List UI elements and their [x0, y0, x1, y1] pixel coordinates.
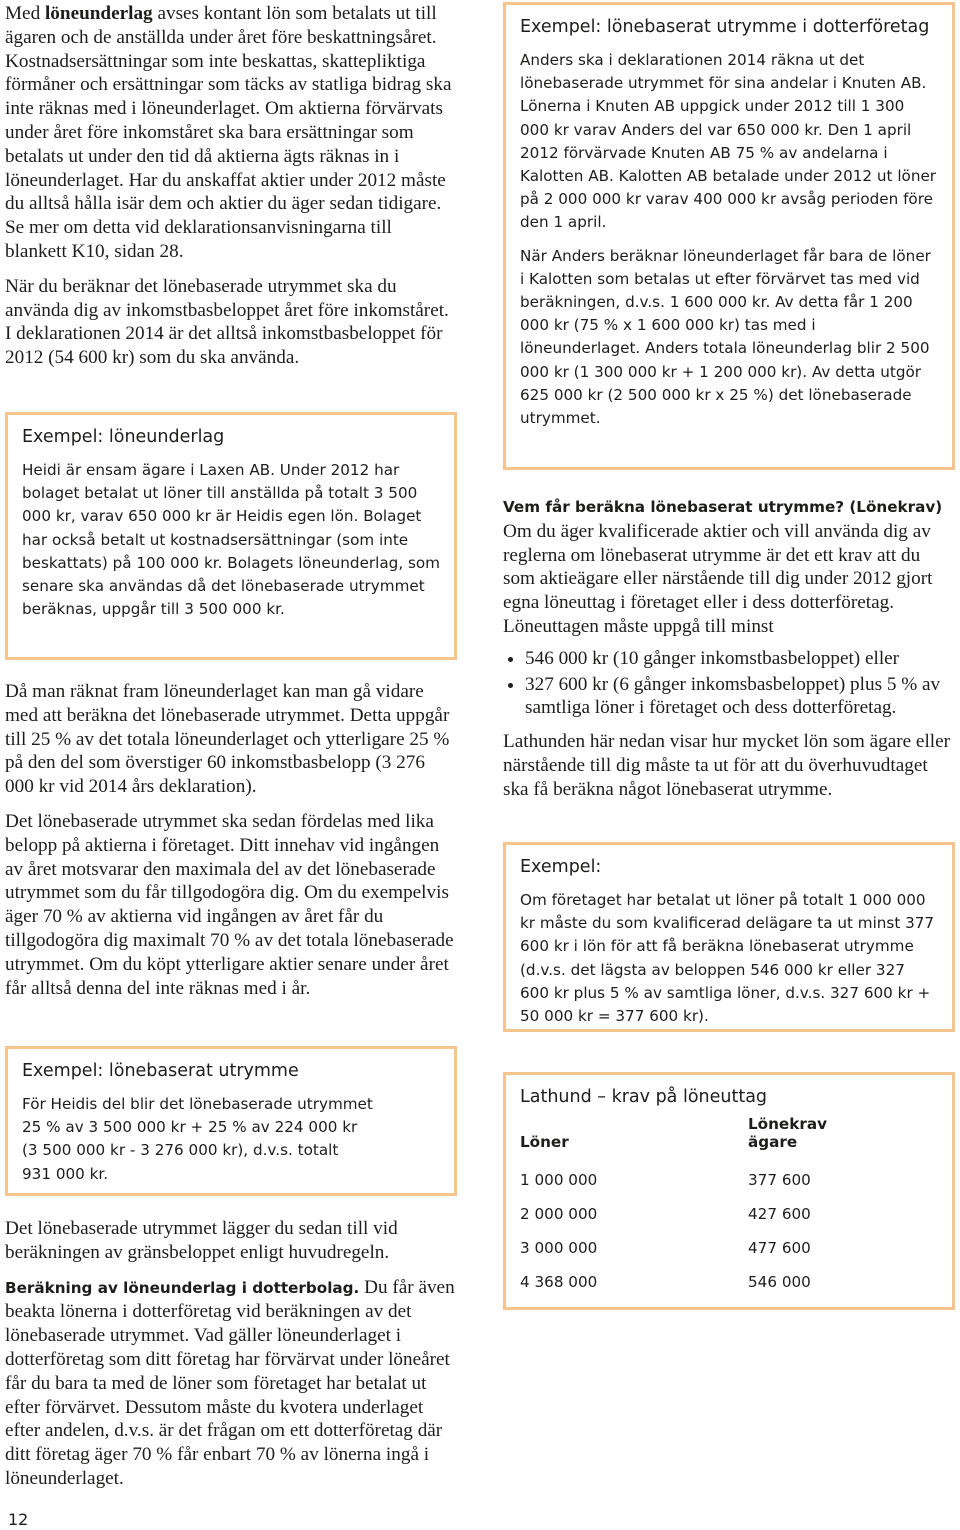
lathund-table [520, 1115, 827, 1299]
page-number: 12 [8, 1510, 29, 1529]
term-loneunderlag: löneunderlag [44, 3, 153, 24]
example-dotterforetag-title: Exempel: lönebaserat utrymme i dotterföretag [520, 17, 930, 37]
lonekrav-bullet-2: • 327 600 kr (6 gånger inkomsbasbeloppet) plus 5 % av samtliga löner i företaget och dess dotterföretag. [525, 673, 955, 721]
dotterbolag-text: Du får även beakta lönerna i dotterföretag vid beräkningen av det lönebaserade utrymmet. Vad gäller löneunderlaget i dotterföretag som ditt företag har förvärvat under löneåret får du bara ta med de löner som företaget har betalat ut efter förvärvet. Dessutom måste du kvotera underlaget efter andelen, d.v.s. är det frågan om ett dotterföretag där ditt företag äger 70 % får enbart 70 % av lönerna ingå i löneunderlaget. [5, 1276, 455, 1489]
lathund-col-lonekrav-line1: Lönekrav [748, 1115, 827, 1133]
inkomstbasbelopp-paragraph: När du beräknar det lönebaserade utrymmet ska du använda dig av inkomstbasbeloppet året före inkomståret. I deklarationen 2014 är det alltså inkomstbasbeloppet för 2012 (54 600 kr) som du ska använda. [5, 275, 449, 369]
distribution-paragraph: Det lönebaserade utrymmet ska sedan fördelas med lika belopp på aktierna i företaget. Ditt innehav vid ingången av året motsvarar den maximala del av det lönebaserade utrymmet som du får tillgodogöra dig. Om du exempelvis äger 70 % av aktierna vid ingången av året får du tillgodogöra dig maximalt 70 % av det totala lönebaserade utrymmet. Om du köpt ytterligare aktier senare under året får alltså denna del inte räknas med i år. [5, 810, 454, 999]
lathund-cell-loner: 2 000 000 [520, 1205, 598, 1223]
table-row [520, 1231, 827, 1265]
calc-paragraph: Då man räknat fram löneunderlaget kan man gå vidare med att beräkna det lönebaserade utrymmet. Detta uppgår till 25 % av det totala löneunderlaget och ytterligare 25 % på den del som överstiger 60 inkomstbasbelopp (3 276 000 kr vid 2014 års deklaration). [5, 681, 450, 798]
lonekrav-paragraph: Om du äger kvalificerade aktier och vill använda dig av reglerna om lönebaserat utrymme är det ett krav att du som aktieägare eller närstående till dig under 2012 gjort egna löneuttag i företaget eller i dess dotterföretag. Löneuttagen måste uppgå till minst [503, 520, 933, 637]
example-loneunderlag-body: Heidi är ensam ägare i Laxen AB. Under 2012 har bolaget betalat ut löner till anställda på totalt 3 500 000 kr, varav 650 000 kr är Heidis egen lön. Bolaget har också betalt ut kostnadsersättningar (som inte beskattats) på 100 000 kr. Bolagets löneunderlag, som senare ska användas då det lönebaserade utrymmet beräknas, uppgår till 3 500 000 kr. [22, 461, 440, 619]
lonekrav-bullet-1: • 546 000 kr (10 gånger inkomstbasbeloppet) eller [525, 647, 955, 671]
example-loneunderlag-box [5, 412, 457, 660]
table-row [520, 1197, 827, 1231]
lathund-cell-krav: 377 600 [748, 1171, 811, 1189]
intro-paragraph [5, 2, 457, 264]
lathund-title: Lathund – krav på löneuttag [520, 1087, 768, 1107]
left-column-bottom [5, 1217, 457, 1502]
lathund-cell-loner: 3 000 000 [520, 1239, 598, 1257]
lonekrav-heading: Vem får beräkna lönebaserat utrymme? (Lönekrav) [503, 498, 943, 516]
lonekrav-bullet-list [503, 647, 955, 720]
example-dotterforetag-p1: Anders ska i deklarationen 2014 räkna ut det lönebaserade utrymmet för sina andelar i Knuten AB. Lönerna i Knuten AB uppgick under 2012 till 1 300 000 kr varav Anders del var 650 000 kr. Den 1 april 2012 förvärvade Knuten AB 75 % av andelarna i Kalotten AB. Kalotten AB betalade under 2012 ut löner på 2 000 000 kr varav 400 000 kr avsåg perioden före den 1 april. [520, 51, 937, 232]
lathund-col-loner: Löner [520, 1133, 569, 1151]
gransbelopp-paragraph: Det lönebaserade utrymmet lägger du sedan till vid beräkningen av gränsbeloppet enligt huvudregeln. [5, 1218, 398, 1263]
dotterbolag-heading: Beräkning av löneunderlag i dotterbolag. [5, 1278, 360, 1297]
example-lonebaserat-line-2: 25 % av 3 500 000 kr + 25 % av 224 000 kr [22, 1118, 358, 1137]
lathund-cell-loner: 4 368 000 [520, 1273, 598, 1291]
example-lonebaserat-title: Exempel: lönebaserat utrymme [22, 1061, 299, 1081]
example-loneunderlag-title: Exempel: löneunderlag [22, 427, 225, 447]
table-row [520, 1265, 827, 1299]
intro-text-b: avses kontant lön som betalats ut till ägaren och de anställda under året före beskattningsåret. Kostnadsersättningar som inte beskattas, skattepliktiga förmåner och ersättningar som täcks av statliga bidrag ska inte räknas med i löneunderlaget. Om aktierna förvärvats under året före inkomståret ska bara ersättningar som betalats ut under den tid då aktierna ägts räknas in i löneunderlaget. Har du anskaffat aktier under 2012 måste du alltså hålla isär dem och aktier du äger sedan tidigare. Se mer om detta vid deklarationsanvisningarna till blankett K10, sidan 28. [5, 3, 452, 262]
lathund-intro-paragraph: Lathunden här nedan visar hur mycket lön som ägare eller närstående till dig måste ta ut för att du överhuvudtaget ska få beräkna något lönebaserat utrymme. [503, 731, 951, 800]
table-row [520, 1163, 827, 1197]
lathund-cell-krav: 427 600 [748, 1205, 811, 1223]
left-column-middle [5, 680, 457, 1011]
example-lonebaserat-line-4: 931 000 kr. [22, 1164, 109, 1183]
example-lonebaserat-box [5, 1046, 457, 1196]
example-lonebaserat-line-3: (3 500 000 kr - 3 276 000 kr), d.v.s. totalt [22, 1141, 339, 1160]
example-lonebaserat-body [22, 1093, 440, 1186]
example-dotterforetag-p2: När Anders beräknar löneunderlaget får bara de löner i Kalotten som betalas ut efter förvärvet tas med vid beräkningen, d.v.s. 1 600 000 kr. Av detta får 1 200 000 kr (75 % x 1 600 000 kr) tas med i löneunderlaget. Anders totala löneunderlag blir 2 500 000 kr (1 300 000 kr + 1 200 000 kr). Av detta utgör 625 000 kr (2 500 000 kr x 25 %) det lönebaserade utrymmet. [520, 246, 931, 428]
intro-text-a: Med [5, 3, 45, 24]
lathund-cell-krav: 546 000 [748, 1273, 811, 1291]
example-krav-title: Exempel: [520, 857, 602, 877]
example-dotterforetag-box [503, 2, 955, 470]
lathund-cell-loner: 1 000 000 [520, 1171, 598, 1189]
dotterbolag-paragraph [5, 1276, 457, 1491]
lathund-col-lonekrav-line2: ägare [748, 1133, 798, 1151]
example-krav-box [503, 842, 955, 1032]
left-column-top [5, 2, 457, 381]
example-dotterforetag-body [520, 49, 938, 430]
right-column-middle [503, 496, 955, 813]
example-krav-body: Om företaget har betalat ut löner på totalt 1 000 000 kr måste du som kvalificerad delägare ta ut minst 377 600 kr i lön för att få beräkna lönebaserat utrymme (d.v.s. det lägsta av beloppen 546 000 kr eller 327 600 kr plus 5 % av samtliga löner, d.v.s. 327 600 kr + 50 000 kr = 377 600 kr). [520, 891, 935, 1026]
lathund-col-lonekrav [748, 1115, 827, 1163]
lathund-box [503, 1072, 955, 1310]
lathund-cell-krav: 477 600 [748, 1239, 811, 1257]
example-lonebaserat-line-1: För Heidis del blir det lönebaserade utrymmet [22, 1095, 373, 1113]
lathund-header-row [520, 1115, 827, 1163]
